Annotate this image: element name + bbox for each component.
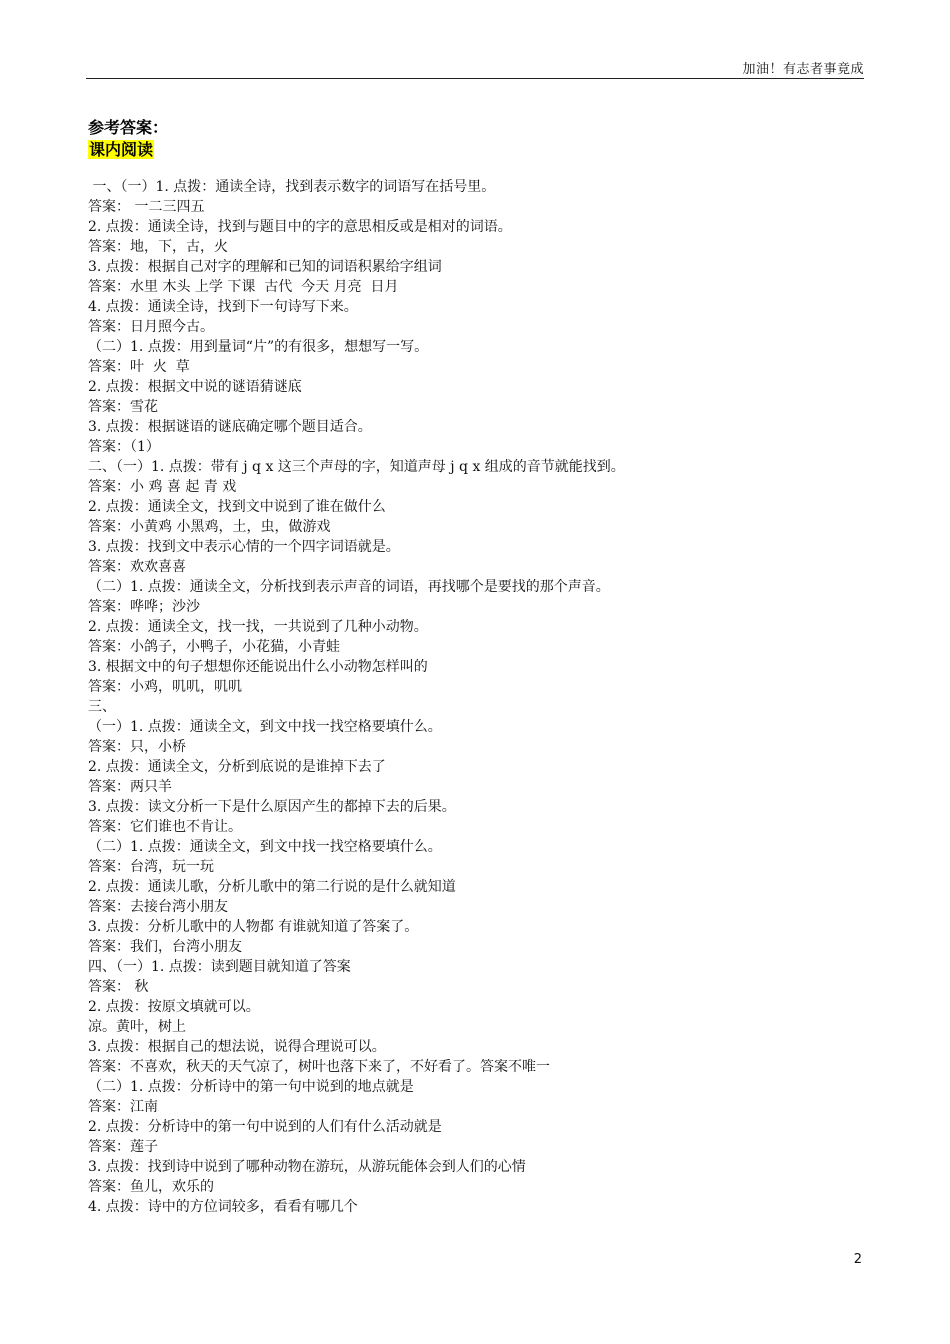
answer-line: （二）1. 点拨：通读全文，分析找到表示声音的词语，再找哪个是要找的那个声音。 — [88, 579, 610, 595]
answer-line: 2. 点拨：通读全文，找一找，一共说到了几种小动物。 — [88, 619, 428, 635]
answer-line: （二）1. 点拨：分析诗中的第一句中说到的地点就是 — [88, 1079, 414, 1095]
answer-line: 答案：（1） — [88, 439, 160, 455]
answer-line: 3. 点拨：找到文中表示心情的一个四字词语就是。 — [88, 539, 400, 555]
page-number: 2 — [853, 1252, 862, 1267]
answer-line: 3. 点拨：分析儿歌中的人物都 有谁就知道了答案了。 — [88, 919, 419, 935]
answer-line: 答案： 秋 — [88, 979, 149, 995]
answer-line: 答案：小 鸡 喜 起 青 戏 — [88, 479, 237, 495]
answer-line: 答案：地，下，古，火 — [88, 239, 228, 255]
answer-line: 3. 根据文中的句子想想你还能说出什么小动物怎样叫的 — [88, 659, 428, 675]
answer-line: 答案：日月照今古。 — [88, 319, 214, 335]
answer-line: 答案： 一二三四五 — [88, 199, 205, 215]
answer-line: 一、（一）1. 点拨：通读全诗，找到表示数字的词语写在括号里。 — [88, 179, 496, 195]
answer-line: 3. 点拨：找到诗中说到了哪种动物在游玩，从游玩能体会到人们的心情 — [88, 1159, 526, 1175]
answer-line: 答案：雪花 — [88, 399, 158, 415]
answer-line: 2. 点拨：按原文填就可以。 — [88, 999, 260, 1015]
answer-line: 凉。黄叶，树上 — [88, 1019, 186, 1035]
answer-line: 4. 点拨：通读全诗，找到下一句诗写下来。 — [88, 299, 358, 315]
answer-line: 答案：哗哗；沙沙 — [88, 599, 200, 615]
header-motto: 加油！有志者事竟成 — [742, 62, 864, 77]
answer-line: 答案：江南 — [88, 1099, 158, 1115]
answer-line: 答案：水里 木头 上学 下课 古代 今天 月亮 日月 — [88, 279, 399, 295]
answer-line: 四、（一）1. 点拨：读到题目就知道了答案 — [88, 959, 351, 975]
answer-line: （二）1. 点拨：用到量词“片”的有很多，想想写一写。 — [88, 339, 429, 355]
answer-text-body — [88, 177, 878, 1217]
answer-line: 答案：鱼儿，欢乐的 — [88, 1179, 214, 1195]
answer-line: 答案：台湾，玩一玩 — [88, 859, 214, 875]
answer-line: 答案：小鸡，叽叽，叽叽 — [88, 679, 242, 695]
answer-line: 答案：叶 火 草 — [88, 359, 190, 375]
answer-line: 答案：它们谁也不肯让。 — [88, 819, 242, 835]
answer-line: 3. 点拨：根据自己的想法说，说得合理说可以。 — [88, 1039, 386, 1055]
answer-line: 2. 点拨：分析诗中的第一句中说到的人们有什么活动就是 — [88, 1119, 442, 1135]
answer-line: 答案：不喜欢，秋天的天气凉了，树叶也落下来了，不好看了。答案不唯一 — [88, 1059, 550, 1075]
answer-line: 答案：两只羊 — [88, 779, 172, 795]
answer-line: 3. 点拨：根据自己对字的理解和已知的词语积累给字组词 — [88, 259, 442, 275]
answer-line: 答案：欢欢喜喜 — [88, 559, 186, 575]
answer-line: 2. 点拨：根据文中说的谜语猜谜底 — [88, 379, 302, 395]
answer-line: 2. 点拨：通读全诗，找到与题目中的字的意思相反或是相对的词语。 — [88, 219, 512, 235]
answer-line: 答案：去接台湾小朋友 — [88, 899, 228, 915]
answer-line: 答案：只，小桥 — [88, 739, 186, 755]
reading-subtitle-highlight: 课内阅读 — [89, 140, 154, 159]
answer-line: 2. 点拨：通读全文，分析到底说的是谁掉下去了 — [88, 759, 386, 775]
answer-line: 三、 — [88, 699, 116, 715]
answer-line: 二、（一）1. 点拨：带有 j q x 这三个声母的字，知道声母 j q x 组成的音节就能找到。 — [88, 459, 625, 475]
answer-line: 4. 点拨：诗中的方位词较多，看看有哪几个 — [88, 1199, 358, 1215]
answer-line: 2. 点拨：通读儿歌，分析儿歌中的第二行说的是什么就知道 — [88, 879, 456, 895]
header-divider — [86, 78, 864, 79]
answer-line: 2. 点拨：通读全文，找到文中说到了谁在做什么 — [88, 499, 386, 515]
answer-line: 答案：莲子 — [88, 1139, 158, 1155]
answer-line: 答案：小鸽子，小鸭子，小花猫，小青蛙 — [88, 639, 340, 655]
section-heading — [88, 117, 168, 161]
answer-line: 3. 点拨：根据谜语的谜底确定哪个题目适合。 — [88, 419, 372, 435]
answer-line: 答案：小黄鸡 小黑鸡，土，虫，做游戏 — [88, 519, 331, 535]
answers-title: 参考答案： — [88, 118, 169, 137]
answer-line: （一）1. 点拨：通读全文，到文中找一找空格要填什么。 — [88, 719, 442, 735]
answer-line: 答案：我们，台湾小朋友 — [88, 939, 242, 955]
answer-line: （二）1. 点拨：通读全文，到文中找一找空格要填什么。 — [88, 839, 442, 855]
answer-line: 3. 点拨：读文分析一下是什么原因产生的都掉下去的后果。 — [88, 799, 456, 815]
